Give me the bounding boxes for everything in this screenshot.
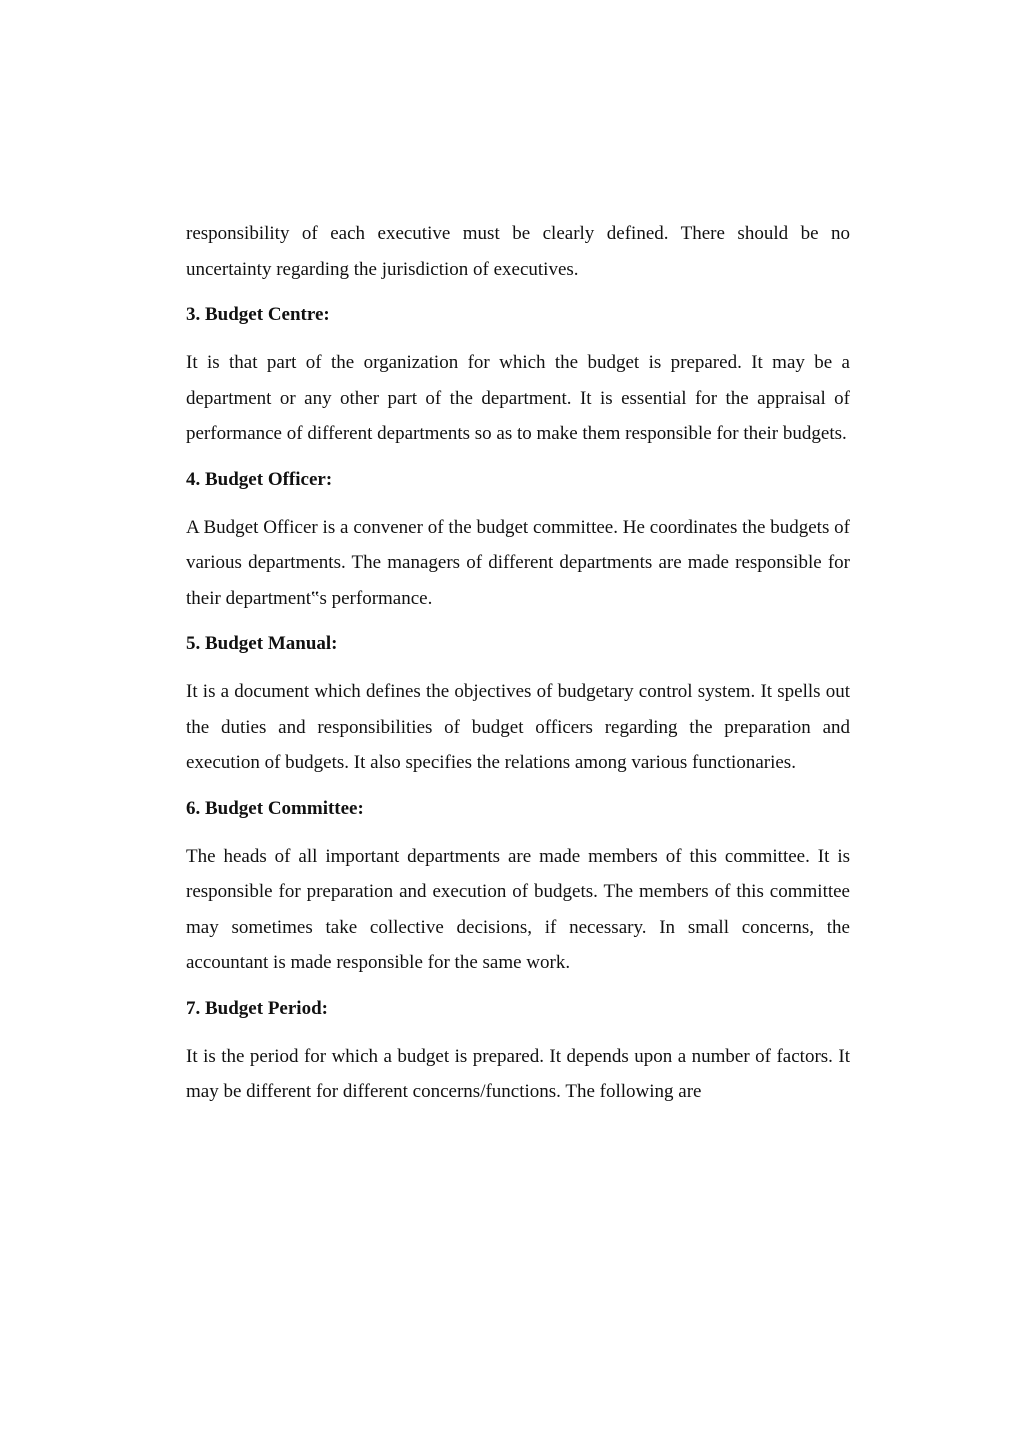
paragraph-budget-committee: The heads of all important departments are made members of this committee. It is responsible for preparation and execution of budgets. The members of this committee may sometimes take collective decisions, if necessary. In small concerns, the accountant is made responsible for the same work. — [186, 845, 850, 973]
heading-budget-centre: 3. Budget Centre: — [186, 304, 330, 325]
document-page — [186, 216, 850, 1124]
paragraph-budget-period: It is the period for which a budget is prepared. It depends upon a number of factors. It may be different for different concerns/functions. The following are — [186, 1045, 850, 1102]
paragraph-budget-officer: A Budget Officer is a convener of the budget committee. He coordinates the budgets of various departments. The managers of different departments are made responsible for their department‟s performance. — [186, 516, 850, 609]
paragraph-budget-centre: It is that part of the organization for which the budget is prepared. It may be a department or any other part of the department. It is essential for the appraisal of performance of different departments so as to make them responsible for their budgets. — [186, 352, 850, 444]
heading-budget-manual: 5. Budget Manual: — [186, 633, 338, 654]
heading-budget-committee: 6. Budget Committee: — [186, 797, 364, 819]
heading-budget-officer: 4. Budget Officer: — [186, 468, 333, 490]
heading-budget-period: 7. Budget Period: — [186, 997, 328, 1019]
paragraph-budget-manual: It is a document which defines the objectives of budgetary control system. It spells out the duties and responsibilities of budget officers regarding the preparation and execution of budgets. It also specifies the relations among various functionaries. — [186, 681, 850, 773]
paragraph-responsibility: responsibility of each executive must be clearly defined. There should be no uncertainty regarding the jurisdiction of executives. — [186, 223, 850, 280]
